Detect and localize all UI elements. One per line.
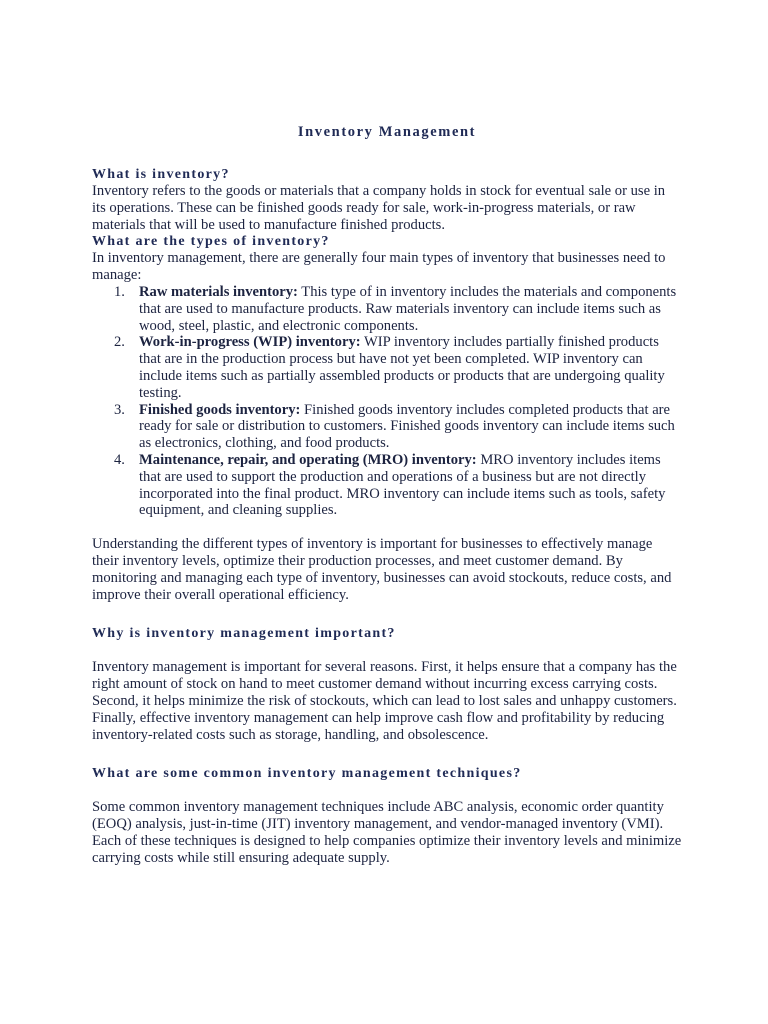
- list-item-term: Maintenance, repair, and operating (MRO) inventory:: [139, 451, 477, 468]
- spacer: [92, 642, 682, 659]
- spacer: [92, 519, 682, 536]
- inventory-types-list: [92, 284, 682, 519]
- paragraph-techniques: Some common inventory management techniques include ABC analysis, economic order quantity (EOQ) analysis, just-in-time (JIT) inventory management, and vendor-managed inventory (VMI). Each of these techniques is designed to help companies optimize their inventory levels and minimize carrying costs while still ensuring adequate supply.: [92, 799, 682, 866]
- paragraph-types-intro: In inventory management, there are generally four main types of inventory that businesses need to manage:: [92, 250, 666, 284]
- paragraph-what-is-inventory: Inventory refers to the goods or materials that a company holds in stock for eventual sale or use in its operations. These can be finished goods ready for sale, work-in-progress materials, or raw materials that will be used to manufacture finished products.: [92, 183, 666, 233]
- list-item-number: 2.: [114, 334, 125, 351]
- document-title: Inventory Management: [297, 124, 477, 140]
- list-item-text: Finished goods inventory includes completed products that are ready for sale or distribution to customers. Finished goods inventory can include items such as electronics, clothing, and food products.: [139, 401, 675, 452]
- list-item-number: 1.: [114, 283, 125, 300]
- list-item-text: WIP inventory includes partially finished products that are in the production process but have not yet been completed. WIP inventory can include items such as partially assembled products or products that are undergoing quality testing.: [139, 334, 665, 401]
- spacer: [92, 603, 682, 625]
- list-item-term: Finished goods inventory:: [139, 401, 301, 418]
- heading-why-important: Why is inventory management important?: [92, 626, 396, 642]
- list-item: [92, 452, 682, 519]
- list-item: [92, 334, 682, 401]
- heading-what-is-inventory: What is inventory?: [92, 167, 230, 182]
- document-page: [92, 122, 682, 867]
- spacer: [92, 743, 682, 765]
- heading-techniques: What are some common inventory management techniques?: [92, 766, 522, 782]
- paragraph-types-summary: Understanding the different types of inventory is important for businesses to effectively manage their inventory levels, optimize their production processes, and meet customer demand. By monitoring and managing each type of inventory, businesses can avoid stockouts, reduce costs, and improve their overall operational efficiency.: [92, 536, 672, 603]
- list-item-text: This type of in inventory includes the materials and components that are used to manufacture products. Raw materials inventory can include items such as wood, steel, plastic, and electronic components.: [139, 283, 677, 334]
- list-item-term: Raw materials inventory:: [139, 283, 298, 300]
- spacer: [92, 782, 682, 799]
- list-item: [92, 402, 682, 452]
- paragraph-why-important: Inventory management is important for several reasons. First, it helps ensure that a company has the right amount of stock on hand to meet customer demand without incurring excess carrying costs. Second, it helps minimize the risk of stockouts, which can lead to lost sales and unhappy customers. Finally, effective inventory management can help improve cash flow and profitability by reducing inventory-related costs such as storage, handling, and obsolescence.: [92, 659, 677, 743]
- list-item: [92, 284, 682, 334]
- heading-types-of-inventory: What are the types of inventory?: [92, 234, 330, 250]
- list-item-number: 4.: [114, 451, 125, 468]
- list-item-text: MRO inventory includes items that are used to support the production and operations of a business but are not directly incorporated into the final product. MRO inventory can include items such as tools, safety equipment, and cleaning supplies.: [139, 451, 666, 519]
- list-item-number: 3.: [114, 401, 125, 418]
- list-item-term: Work-in-progress (WIP) inventory:: [139, 334, 361, 351]
